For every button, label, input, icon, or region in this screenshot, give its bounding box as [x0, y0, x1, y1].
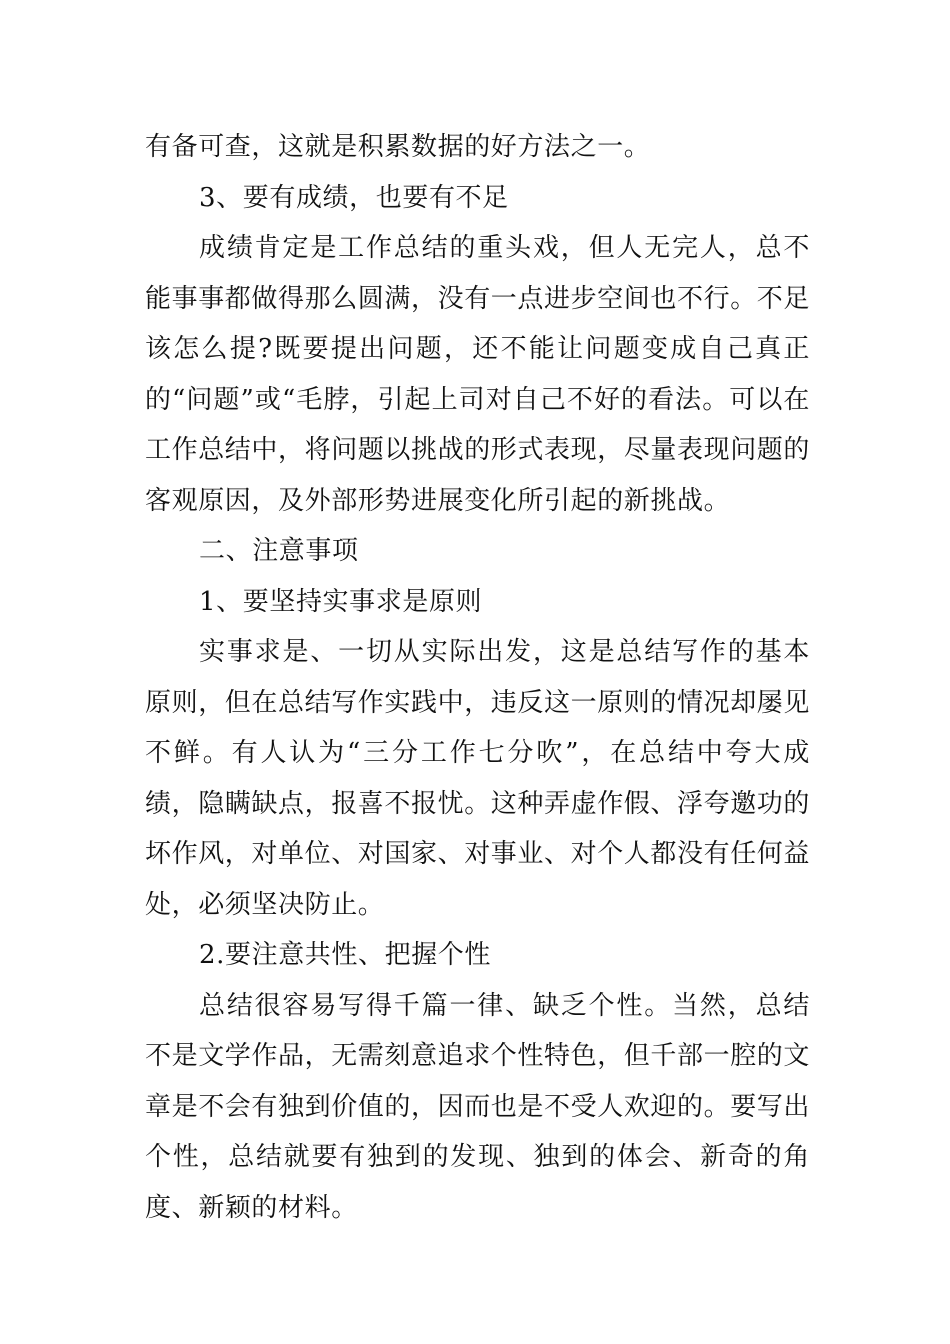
section-heading-notes: 二、注意事项 [199, 536, 359, 566]
paragraph-seek-truth: 实事求是、一切从实际出发，这是总结写作的基本原则，但在总结写作实践中，违反这一原则的情况却屡见不鲜。有人认为“三分工作七分吹”，在总结中夸大成绩，隐瞒缺点，报喜不报忧。这种弄虚作假、浮夸邀功的坏作风，对单位、对国家、对事业、对个人都没有任何益处，必须坚决防止。 [145, 637, 811, 920]
paragraph-continuation: 有备可查，这就是积累数据的好方法之一。 [145, 132, 651, 162]
paragraph-achievements: 成绩肯定是工作总结的重头戏，但人无完人，总不能事事都做得那么圆满，没有一点进步空间也不行。不足该怎么提?既要提出问题，还不能让问题变成自己真正的“问题”或“毛脖，引起上司对自己不好的看法。可以在工作总结中，将问题以挑战的形式表现，尽量表现问题的客观原因，及外部形势进展变化所引起的新挑战。 [145, 233, 811, 516]
subheading-seek-truth: 1、要坚持实事求是原则 [199, 586, 483, 617]
subheading-achievements-and-shortcomings: 3、要有成绩，也要有不足 [199, 182, 509, 213]
paragraph-individuality: 总结很容易写得千篇一律、缺乏个性。当然，总结不是文学作品，无需刻意追求个性特色，但千部一腔的文章是不会有独到价值的，因而也是不受人欢迎的。要写出个性，总结就要有独到的发现、独到的体会、新奇的角度、新颖的材料。 [145, 990, 811, 1223]
subheading-commonality-individuality: 2.要注意共性、把握个性 [199, 940, 492, 970]
document-body [145, 122, 810, 1233]
